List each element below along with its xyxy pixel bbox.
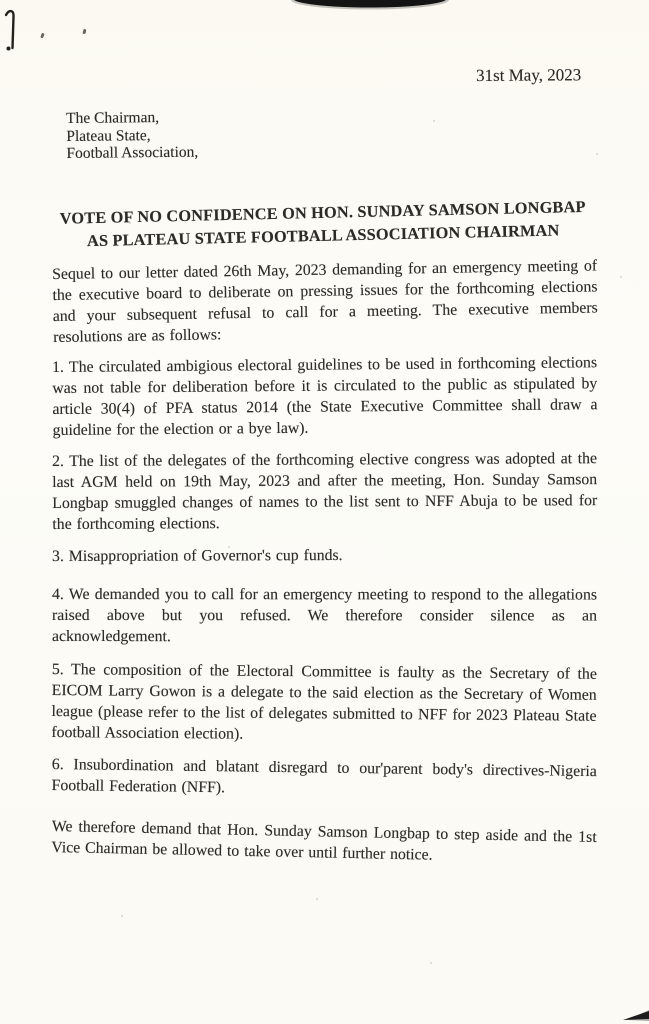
resolution-item-4: 4. We demanded you to call for an emergency meeting to respond to the allegations raised above but you refused. We therefore consider silence as an acknowledgement. <box>51 586 597 646</box>
pen-bracket-mark <box>2 7 24 59</box>
closing-paragraph: We therefore demand that Hon. Sunday Samson Longbap to step aside and the 1st Vice Chairman be allowed to take over until further notice. <box>51 817 597 864</box>
recipient-address <box>66 109 198 163</box>
recipient-line: Football Association, <box>66 143 199 163</box>
resolution-item-5: 5. The composition of the Electoral Committee is faulty as the Secretary of the EICOM Larry Gowon is a delegate to the said election as the Secretary of Women league (please refer to the list of delegates submitted to NFF for 2023 Plateau State football Association election). <box>51 660 597 743</box>
recipient-line: Plateau State, <box>66 126 151 145</box>
letter-title-line: VOTE OF NO CONFIDENCE ON HON. SUNDAY SAMSON LONGBAP <box>59 196 586 228</box>
resolution-item-6: 6. Insubordination and blatant disregard to our'parent body's directives-Nigeria Football Federation (NFF). <box>51 755 597 797</box>
letter-date: 31st May, 2023 <box>476 65 582 85</box>
resolution-item-1: 1. The circulated ambigious electoral guidelines to be used in forthcoming elections was not table for deliberation before it is circulated to the public as stipulated by article 30(4) of PFA status 2014 (the State Executive Committee shall draw a guideline for the election or a bye law). <box>52 354 598 439</box>
recipient-line: The Chairman, <box>66 109 160 127</box>
letter-title <box>50 195 596 253</box>
scan-ink-blob <box>290 0 450 14</box>
ink-speck <box>40 33 44 39</box>
resolution-item-2: 2. The list of the delegates of the forthcoming elective congress was adopted at the last AGM held on 19th May, 2023 and after the meeting, Hon. Sunday Samson Longbap smuggled changes of names to the list sent to NFF Abuja to be used for the forthcoming elections. <box>52 450 598 533</box>
letter-title-line: AS PLATEAU STATE FOOTBALL ASSOCIATION CHAIRMAN <box>86 220 560 251</box>
ink-speck <box>82 29 86 34</box>
intro-paragraph: Sequel to our letter dated 26th May, 2023 demanding for an emergency meeting of the executive board to deliberate on pressing issues for the forthcoming elections and your subsequent refusal to call for a meeting. The executive members resolutions are as follows: <box>52 257 598 346</box>
corner-scan-shadow <box>623 1008 649 1024</box>
resolution-item-3: 3. Misappropriation of Governor's cup funds. <box>52 546 343 565</box>
